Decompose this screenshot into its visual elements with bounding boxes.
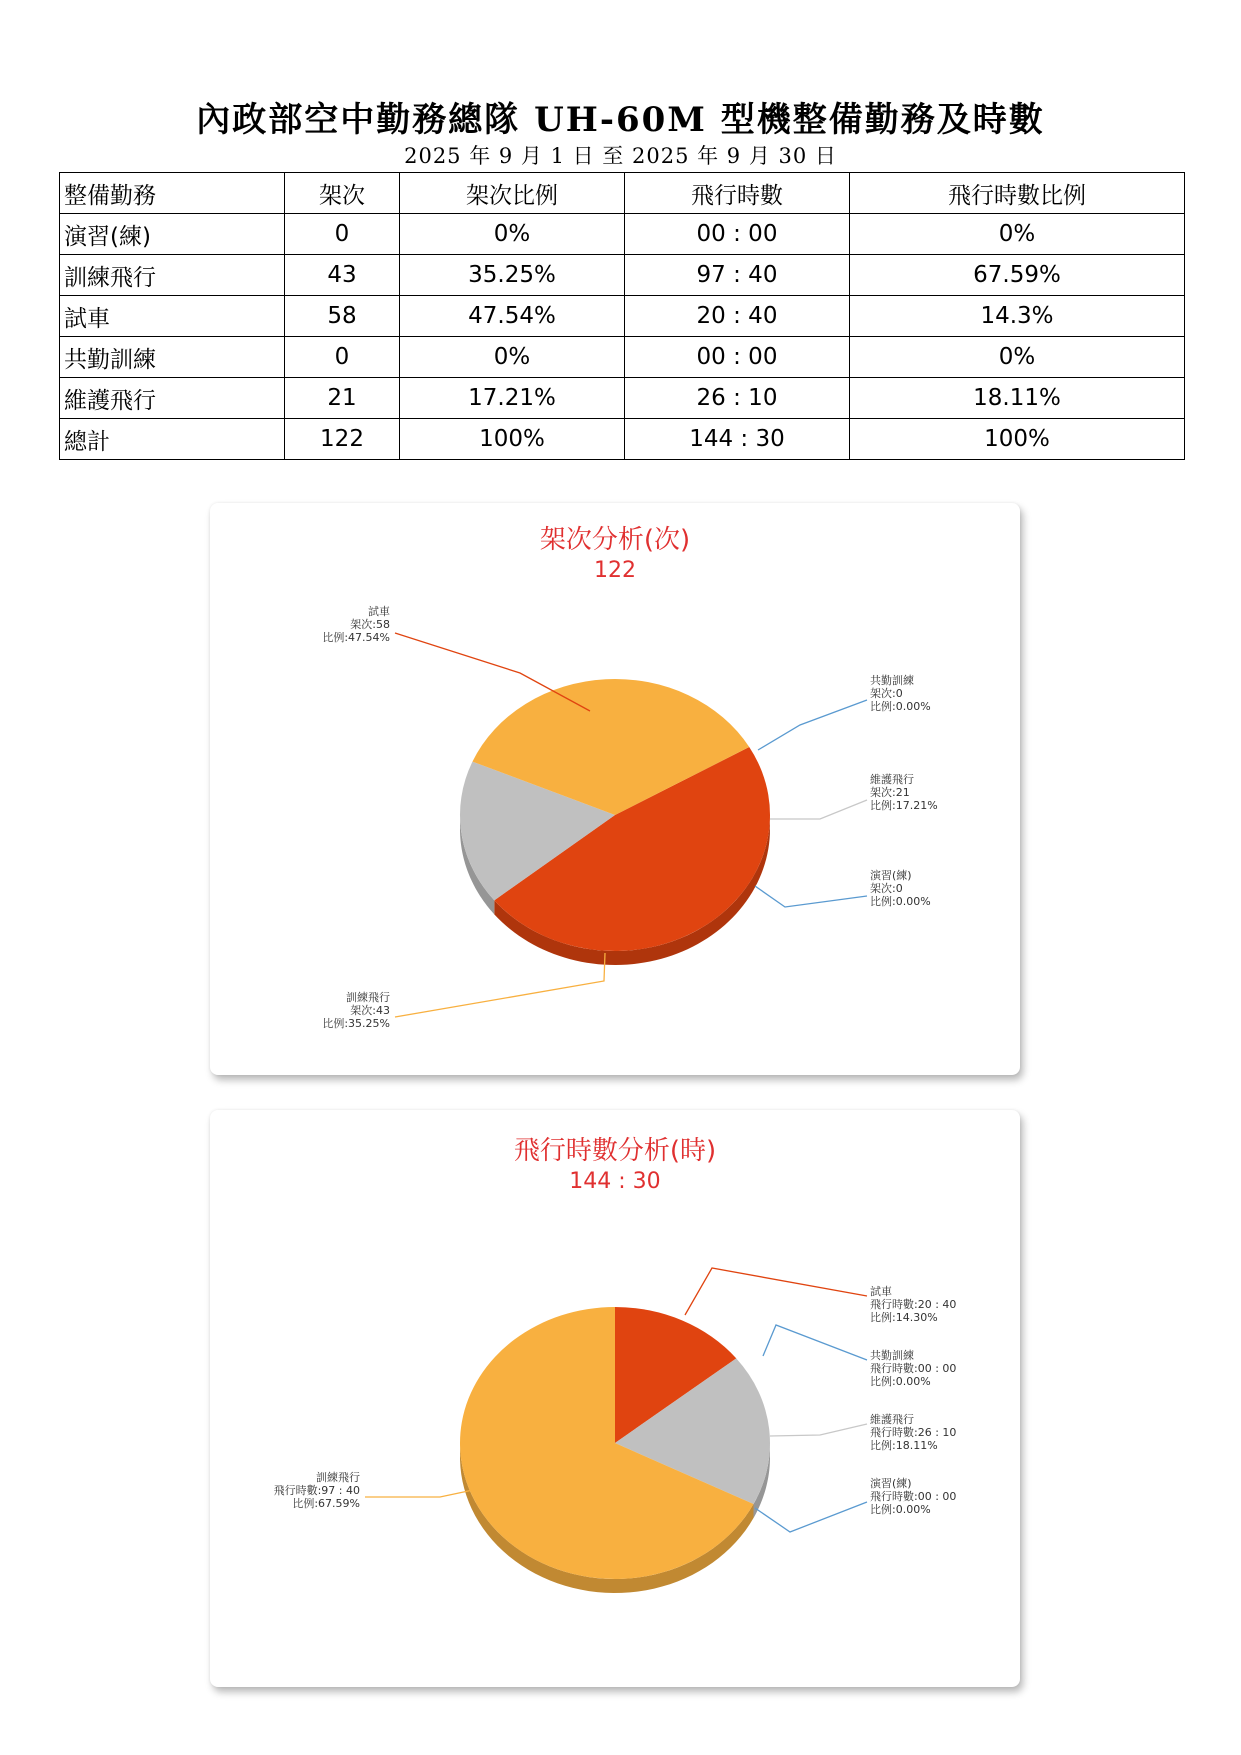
slice-label: 維護飛行 (870, 1413, 914, 1426)
slice-label: 比例:0.00% (870, 1375, 931, 1388)
leader-line (770, 1424, 867, 1436)
slice-label: 演習(練) (870, 869, 912, 882)
slice-label: 架次:43 (350, 1004, 390, 1017)
slice-label: 演習(練) (870, 1477, 912, 1490)
table-cell: 共勤訓練 (60, 337, 285, 378)
slice-label: 架次:58 (350, 618, 390, 631)
table-cell: 14.3% (850, 296, 1185, 337)
slice-label: 試車 (870, 1285, 892, 1298)
slice-label: 共勤訓練 (870, 674, 914, 687)
table-cell: 18.11% (850, 378, 1185, 419)
table-header-cell: 飛行時數 (625, 173, 850, 214)
slice-label: 比例:35.25% (322, 1017, 390, 1030)
table-row (60, 214, 1185, 255)
table-cell: 100% (400, 419, 625, 460)
slice-label: 試車 (368, 605, 390, 618)
table-cell: 00 : 00 (625, 214, 850, 255)
slice-label: 架次:0 (870, 882, 903, 895)
slice-label: 比例:67.59% (292, 1497, 360, 1510)
slice-label: 飛行時數:26 : 10 (870, 1426, 957, 1439)
report-period: 2025 年 9 月 1 日 至 2025 年 9 月 30 日 (404, 144, 837, 168)
leader-line (755, 886, 867, 907)
slice-label: 比例:0.00% (870, 1503, 931, 1516)
leader-line (685, 1268, 867, 1315)
table-cell: 維護飛行 (60, 378, 285, 419)
slice-label: 比例:47.54% (322, 631, 390, 644)
chart-subtitle: 144 : 30 (569, 1169, 661, 1194)
leader-line (755, 1502, 867, 1532)
slice-label: 飛行時數:00 : 00 (870, 1490, 957, 1503)
table-cell: 00 : 00 (625, 337, 850, 378)
pie-slices (460, 1307, 770, 1579)
table-cell: 20 : 40 (625, 296, 850, 337)
summary-table (59, 172, 1185, 460)
table-cell: 0 (285, 214, 400, 255)
hours-chart-card (210, 1110, 1020, 1687)
table-cell: 47.54% (400, 296, 625, 337)
table-cell: 總計 (60, 419, 285, 460)
table-cell: 26 : 10 (625, 378, 850, 419)
table-header-cell: 架次 (285, 173, 400, 214)
table-cell: 100% (850, 419, 1185, 460)
slice-label: 維護飛行 (870, 773, 914, 786)
sorties-chart-card (210, 503, 1020, 1075)
table-cell: 0% (400, 214, 625, 255)
slice-label: 比例:0.00% (870, 895, 931, 908)
table-cell: 35.25% (400, 255, 625, 296)
table-cell: 43 (285, 255, 400, 296)
table-row (60, 296, 1185, 337)
chart-subtitle: 122 (594, 558, 636, 583)
sorties-pie-chart (210, 503, 1020, 1075)
slice-label: 架次:0 (870, 687, 903, 700)
slice-label: 比例:18.11% (870, 1439, 938, 1452)
chart-title: 架次分析(次) (539, 525, 691, 555)
table-cell: 演習(練) (60, 214, 285, 255)
pie-slices (460, 679, 770, 951)
table-header-cell: 整備勤務 (60, 173, 285, 214)
table-row (60, 337, 1185, 378)
slice-label: 比例:14.30% (870, 1311, 938, 1324)
chart-title: 飛行時數分析(時) (513, 1136, 717, 1166)
slice-label: 共勤訓練 (870, 1349, 914, 1362)
leader-line (770, 800, 867, 819)
slice-label: 飛行時數:20 : 40 (870, 1298, 957, 1311)
slice-label: 比例:0.00% (870, 700, 931, 713)
table-cell: 67.59% (850, 255, 1185, 296)
table-cell: 58 (285, 296, 400, 337)
table-cell: 144 : 30 (625, 419, 850, 460)
table-row (60, 255, 1185, 296)
table-cell: 122 (285, 419, 400, 460)
leader-line (758, 700, 867, 750)
table-header-cell: 架次比例 (400, 173, 625, 214)
slice-label: 架次:21 (870, 786, 910, 799)
report-title: 內政部空中勤務總隊 UH-60M 型機整備勤務及時數 (196, 100, 1045, 140)
slice-label: 比例:17.21% (870, 799, 938, 812)
table-header-cell: 飛行時數比例 (850, 173, 1185, 214)
table-cell: 0% (850, 337, 1185, 378)
hours-pie-chart (210, 1110, 1020, 1687)
table-cell: 0% (400, 337, 625, 378)
table-cell: 97 : 40 (625, 255, 850, 296)
table-cell: 訓練飛行 (60, 255, 285, 296)
slice-label: 訓練飛行 (346, 991, 390, 1004)
slice-label: 訓練飛行 (316, 1471, 360, 1484)
table-cell: 17.21% (400, 378, 625, 419)
table-row (60, 419, 1185, 460)
table-row (60, 378, 1185, 419)
leader-line (395, 953, 605, 1017)
leader-line (763, 1325, 867, 1360)
slice-label: 飛行時數:97 : 40 (273, 1484, 360, 1497)
table-cell: 試車 (60, 296, 285, 337)
table-cell: 0% (850, 214, 1185, 255)
leader-line (365, 1490, 473, 1497)
table-cell: 21 (285, 378, 400, 419)
slice-label: 飛行時數:00 : 00 (870, 1362, 957, 1375)
table-cell: 0 (285, 337, 400, 378)
